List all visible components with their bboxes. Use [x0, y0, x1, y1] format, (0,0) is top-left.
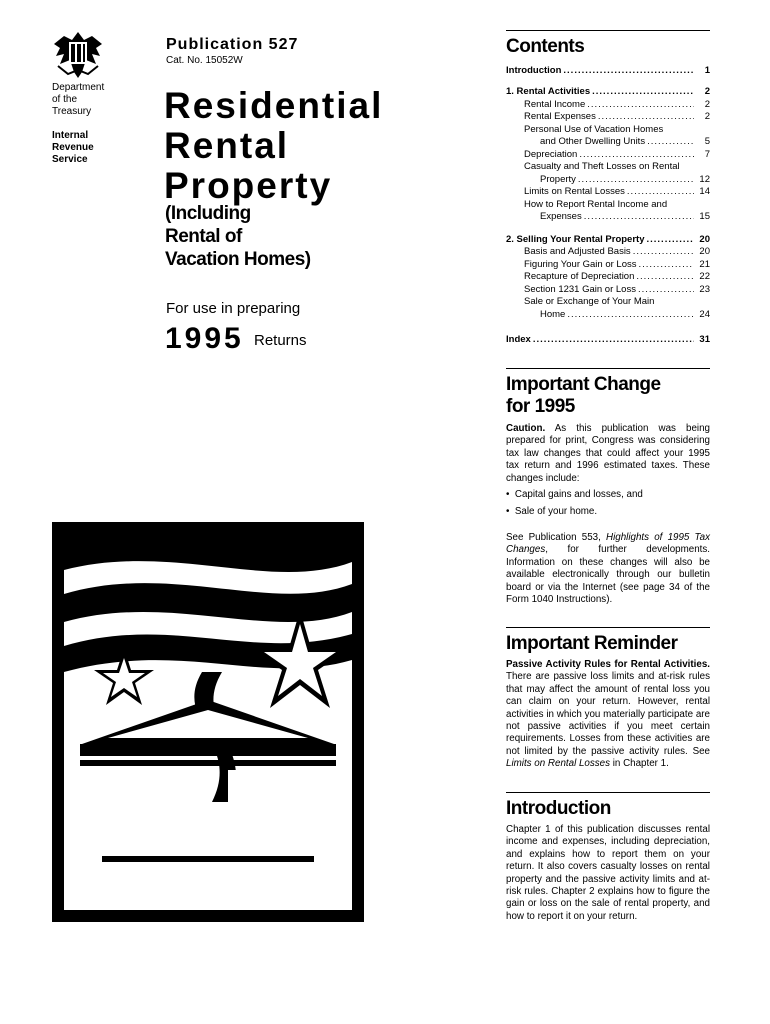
- subtitle-line: Rental of: [165, 226, 242, 247]
- reminder-text: There are passive loss limits and at-risk rules that may affect the amount of rental loss you can claim on your return. However, rental activities in which you materially participate are not passive activities if you meet certain requirements. Losses from these activities are not limited by the passive activity rules. See: [506, 671, 710, 757]
- toc-label: Index: [506, 334, 531, 345]
- reminder-lead: Passive Activity Rules for Rental Activities.: [506, 659, 710, 670]
- caution-label: Caution.: [506, 423, 546, 434]
- toc-page: 23: [699, 283, 710, 295]
- title-line: Property: [164, 165, 333, 206]
- agency-line: Department: [52, 82, 105, 93]
- service-line: Service: [52, 154, 88, 165]
- important-change-heading-line: Important Change: [506, 374, 661, 395]
- table-of-contents: [506, 86, 710, 321]
- toc-page: 20: [699, 246, 710, 257]
- tax-year: 1995: [165, 322, 244, 355]
- important-reminder-heading: Important Reminder: [506, 633, 678, 654]
- toc-row[interactable]: [506, 149, 710, 162]
- toc-row[interactable]: [506, 136, 710, 149]
- important-change-heading-line: for 1995: [506, 396, 575, 417]
- toc-index: [506, 334, 710, 347]
- caution-text: As this publication was being prepared for print, Congress was considering tax law changes that could affect your 1995 tax return and 1996 estimated taxes. These changes include:: [506, 423, 710, 484]
- toc-label: Home: [540, 308, 566, 320]
- toc-page: 31: [699, 334, 710, 345]
- reminder-italic: Limits on Rental Losses: [506, 758, 611, 770]
- toc-label: Rental Income: [524, 98, 586, 110]
- toc-page: 20: [699, 233, 710, 245]
- toc-label: Figuring Your Gain or Loss: [524, 258, 637, 270]
- subtitle-line: Vacation Homes): [165, 249, 311, 270]
- toc-row[interactable]: [506, 309, 710, 322]
- agency-line: of the: [52, 94, 78, 105]
- toc-row[interactable]: [506, 246, 710, 259]
- toc-label: Rental Expenses: [524, 111, 596, 122]
- returns-text: Returns: [254, 332, 307, 349]
- toc-label: Section 1231 Gain or Loss: [524, 283, 636, 295]
- toc-page: 12: [699, 173, 710, 185]
- service-line: Revenue: [52, 142, 94, 153]
- toc-label: How to Report Rental Income and: [524, 198, 668, 210]
- toc-intro: [506, 65, 710, 78]
- bullet-item: • Sale of your home.: [506, 506, 598, 517]
- toc-page: 14: [699, 186, 710, 197]
- contents-heading: Contents: [506, 36, 585, 57]
- introduction-text: Chapter 1 of this publication discusses rental income and expenses, including depreciation, and explains how to report them on your return. It also covers casualty losses on rental property and the passive activity limits and at-risk rules. Chapter 2 explains how to figure the gain or loss on the sale of rental property, and how to report it on your return.: [506, 824, 710, 922]
- toc-label: Sale or Exchange of Your Main: [524, 296, 655, 307]
- toc-label: Property: [540, 173, 576, 185]
- bullet-text: Sale of your home.: [514, 506, 598, 517]
- toc-row[interactable]: [506, 124, 710, 137]
- toc-row[interactable]: [506, 86, 710, 99]
- publication-number: Publication 527: [166, 36, 299, 53]
- see-italic-title: Highlights of 1995 Tax Changes: [506, 532, 710, 556]
- service-line: Internal: [52, 130, 89, 141]
- toc-row[interactable]: [506, 296, 710, 309]
- toc-page: 24: [699, 308, 710, 320]
- flag-and-building-illustration: [52, 522, 364, 922]
- toc-label: Limits on Rental Losses: [524, 186, 625, 197]
- toc-row[interactable]: [506, 284, 710, 297]
- toc-row[interactable]: [506, 234, 710, 247]
- caution-paragraph: [506, 423, 710, 485]
- toc-row[interactable]: [506, 259, 710, 272]
- for-use-text: For use in preparing: [166, 300, 301, 317]
- reminder-paragraph: [506, 659, 710, 771]
- toc-label: Introduction: [506, 65, 562, 76]
- toc-page: 22: [699, 271, 710, 282]
- toc-row[interactable]: [506, 199, 710, 212]
- toc-page: 2: [704, 86, 710, 97]
- toc-row[interactable]: [506, 211, 710, 224]
- toc-label: Depreciation: [524, 148, 578, 160]
- agency-line: Treasury: [52, 106, 92, 117]
- toc-page: 21: [699, 258, 710, 270]
- see-text: See Publication 553,: [506, 532, 606, 543]
- bullet-text: Capital gains and losses, and: [514, 489, 643, 500]
- toc-label: and Other Dwelling Units: [540, 136, 646, 147]
- toc-row[interactable]: [506, 271, 710, 284]
- toc-label: 1. Rental Activities: [506, 86, 591, 97]
- toc-row[interactable]: [506, 111, 710, 124]
- introduction-paragraph: [506, 824, 710, 923]
- toc-page: 2: [704, 111, 710, 122]
- irs-eagle-logo-icon: [52, 30, 104, 80]
- toc-label: Recapture of Depreciation: [524, 271, 635, 282]
- introduction-heading: Introduction: [506, 798, 611, 819]
- toc-label: Basis and Adjusted Basis: [524, 246, 631, 257]
- toc-page: 5: [704, 136, 710, 147]
- see-publication-paragraph: [506, 532, 710, 606]
- toc-page: 7: [704, 148, 710, 160]
- see-text: , for further developments. Information on these changes will also be available electronically through our bulletin board or via the Internet (see page 34 of the Form 1040 Instructions).: [506, 544, 710, 606]
- toc-row[interactable]: [506, 186, 710, 199]
- toc-row[interactable]: [506, 174, 710, 187]
- toc-label: 2. Selling Your Rental Property: [506, 233, 645, 245]
- toc-row[interactable]: [506, 65, 710, 78]
- toc-label: Casualty and Theft Losses on Rental: [524, 161, 680, 172]
- toc-row[interactable]: [506, 99, 710, 112]
- subtitle-line: (Including: [165, 203, 251, 224]
- reminder-text: in Chapter 1.: [610, 758, 669, 770]
- catalog-number: Cat. No. 15052W: [166, 55, 243, 66]
- toc-page: 1: [704, 65, 710, 76]
- toc-page: 2: [704, 98, 710, 110]
- toc-row[interactable]: [506, 334, 710, 347]
- title-line: Residential: [164, 85, 384, 126]
- title-line: Rental: [164, 125, 290, 166]
- bullet-item: • Capital gains and losses, and: [506, 489, 643, 500]
- toc-label: Expenses: [540, 211, 582, 222]
- toc-label: Personal Use of Vacation Homes: [524, 123, 664, 135]
- toc-page: 15: [699, 211, 710, 222]
- toc-row[interactable]: [506, 161, 710, 174]
